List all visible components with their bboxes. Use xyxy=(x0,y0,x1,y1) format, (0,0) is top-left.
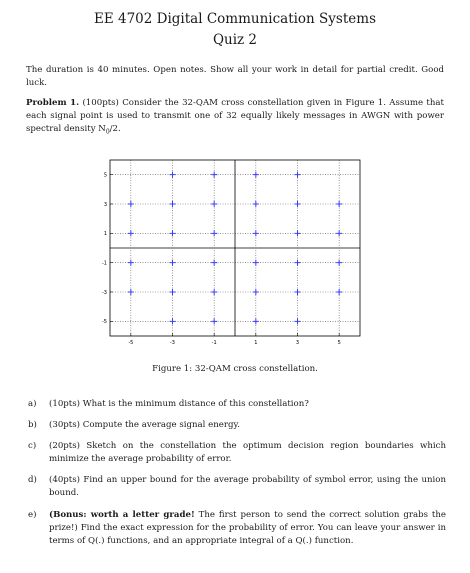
constellation-point xyxy=(170,201,176,207)
x-tick-label: -1 xyxy=(211,340,217,346)
question-c-text: (20pts) Sketch on the constellation the optimum decision region boundaries which minimize the average probability of error. xyxy=(49,441,446,464)
x-tick-label: 1 xyxy=(254,340,258,346)
problem-text-end: /2. xyxy=(109,124,121,134)
question-a xyxy=(28,398,446,411)
constellation-point xyxy=(170,318,176,324)
constellation-point xyxy=(128,201,134,207)
question-e xyxy=(28,509,446,548)
constellation-point xyxy=(170,289,176,295)
constellation-point xyxy=(211,201,217,207)
constellation-point xyxy=(253,230,259,236)
constellation-point xyxy=(295,289,301,295)
constellation-point xyxy=(336,260,342,266)
y-tick-label: -3 xyxy=(102,289,107,296)
question-b xyxy=(28,419,446,432)
constellation-point xyxy=(295,318,301,324)
question-d-label: d) xyxy=(28,475,37,485)
question-c-label: c) xyxy=(28,441,37,451)
constellation-point xyxy=(295,172,301,178)
constellation-point xyxy=(211,260,217,266)
constellation-point xyxy=(295,201,301,207)
problem-label: Problem 1. xyxy=(26,98,80,108)
y-tick-label: 1 xyxy=(103,231,107,238)
question-c xyxy=(28,440,446,466)
question-e-label: e) xyxy=(28,510,37,520)
constellation-point xyxy=(295,230,301,236)
instructions: The duration is 40 minutes. Open notes. Show all your work in detail for partial credit. Good luck. xyxy=(26,65,444,88)
course-title: EE 4702 Digital Communication Systems xyxy=(93,11,376,27)
constellation-plot xyxy=(92,152,364,360)
y-tick-label: 3 xyxy=(103,201,107,208)
question-a-label: a) xyxy=(28,399,37,409)
problem-statement xyxy=(26,97,444,139)
constellation-point xyxy=(336,230,342,236)
problem-text: (100pts) Consider the 32-QAM cross constellation given in Figure 1. Assume that each signal point is used to transmit one of 32 equally likely messages in AWGN with power spectral density N xyxy=(26,98,444,134)
constellation-point xyxy=(253,260,259,266)
x-tick-label: -5 xyxy=(128,340,134,346)
y-tick-label: -5 xyxy=(102,319,107,326)
constellation-figure xyxy=(92,152,364,360)
quiz-title: Quiz 2 xyxy=(212,32,258,48)
problem-subscript: 0 xyxy=(105,128,110,136)
constellation-point xyxy=(211,318,217,324)
constellation-point xyxy=(170,230,176,236)
constellation-point xyxy=(211,230,217,236)
question-e-body xyxy=(49,509,446,548)
constellation-point xyxy=(211,289,217,295)
constellation-point xyxy=(253,201,259,207)
question-a-text: (10pts) What is the minimum distance of this constellation? xyxy=(49,399,309,409)
question-b-label: b) xyxy=(28,420,37,430)
constellation-point xyxy=(170,260,176,266)
constellation-point xyxy=(128,230,134,236)
figure-caption: Figure 1: 32-QAM cross constellation. xyxy=(152,364,318,374)
constellation-point xyxy=(253,318,259,324)
constellation-point xyxy=(253,289,259,295)
question-e-text: The first person to send the correct solution grabs the prize!) Find the exact expression for the probability of error. You can leave your answer in terms of Q(.) functions, and an appropriate integral of a Q(.) function. xyxy=(49,510,446,546)
y-tick-label: -1 xyxy=(102,260,107,267)
constellation-point xyxy=(128,260,134,266)
y-tick-label: 5 xyxy=(103,172,107,179)
constellation-point xyxy=(170,172,176,178)
x-tick-label: 3 xyxy=(295,340,300,346)
constellation-point xyxy=(295,260,301,266)
question-d-text: (40pts) Find an upper bound for the average probability of symbol error, using the union bound. xyxy=(49,475,446,498)
constellation-point xyxy=(128,289,134,295)
x-tick-label: 5 xyxy=(337,340,341,346)
question-b-text: (30pts) Compute the average signal energy. xyxy=(49,420,240,430)
constellation-point xyxy=(253,172,259,178)
constellation-point xyxy=(336,201,342,207)
question-d xyxy=(28,474,446,500)
constellation-point xyxy=(211,172,217,178)
question-e-bonus: (Bonus: worth a letter grade! xyxy=(49,510,195,520)
x-tick-label: -3 xyxy=(170,340,175,346)
constellation-point xyxy=(336,289,342,295)
